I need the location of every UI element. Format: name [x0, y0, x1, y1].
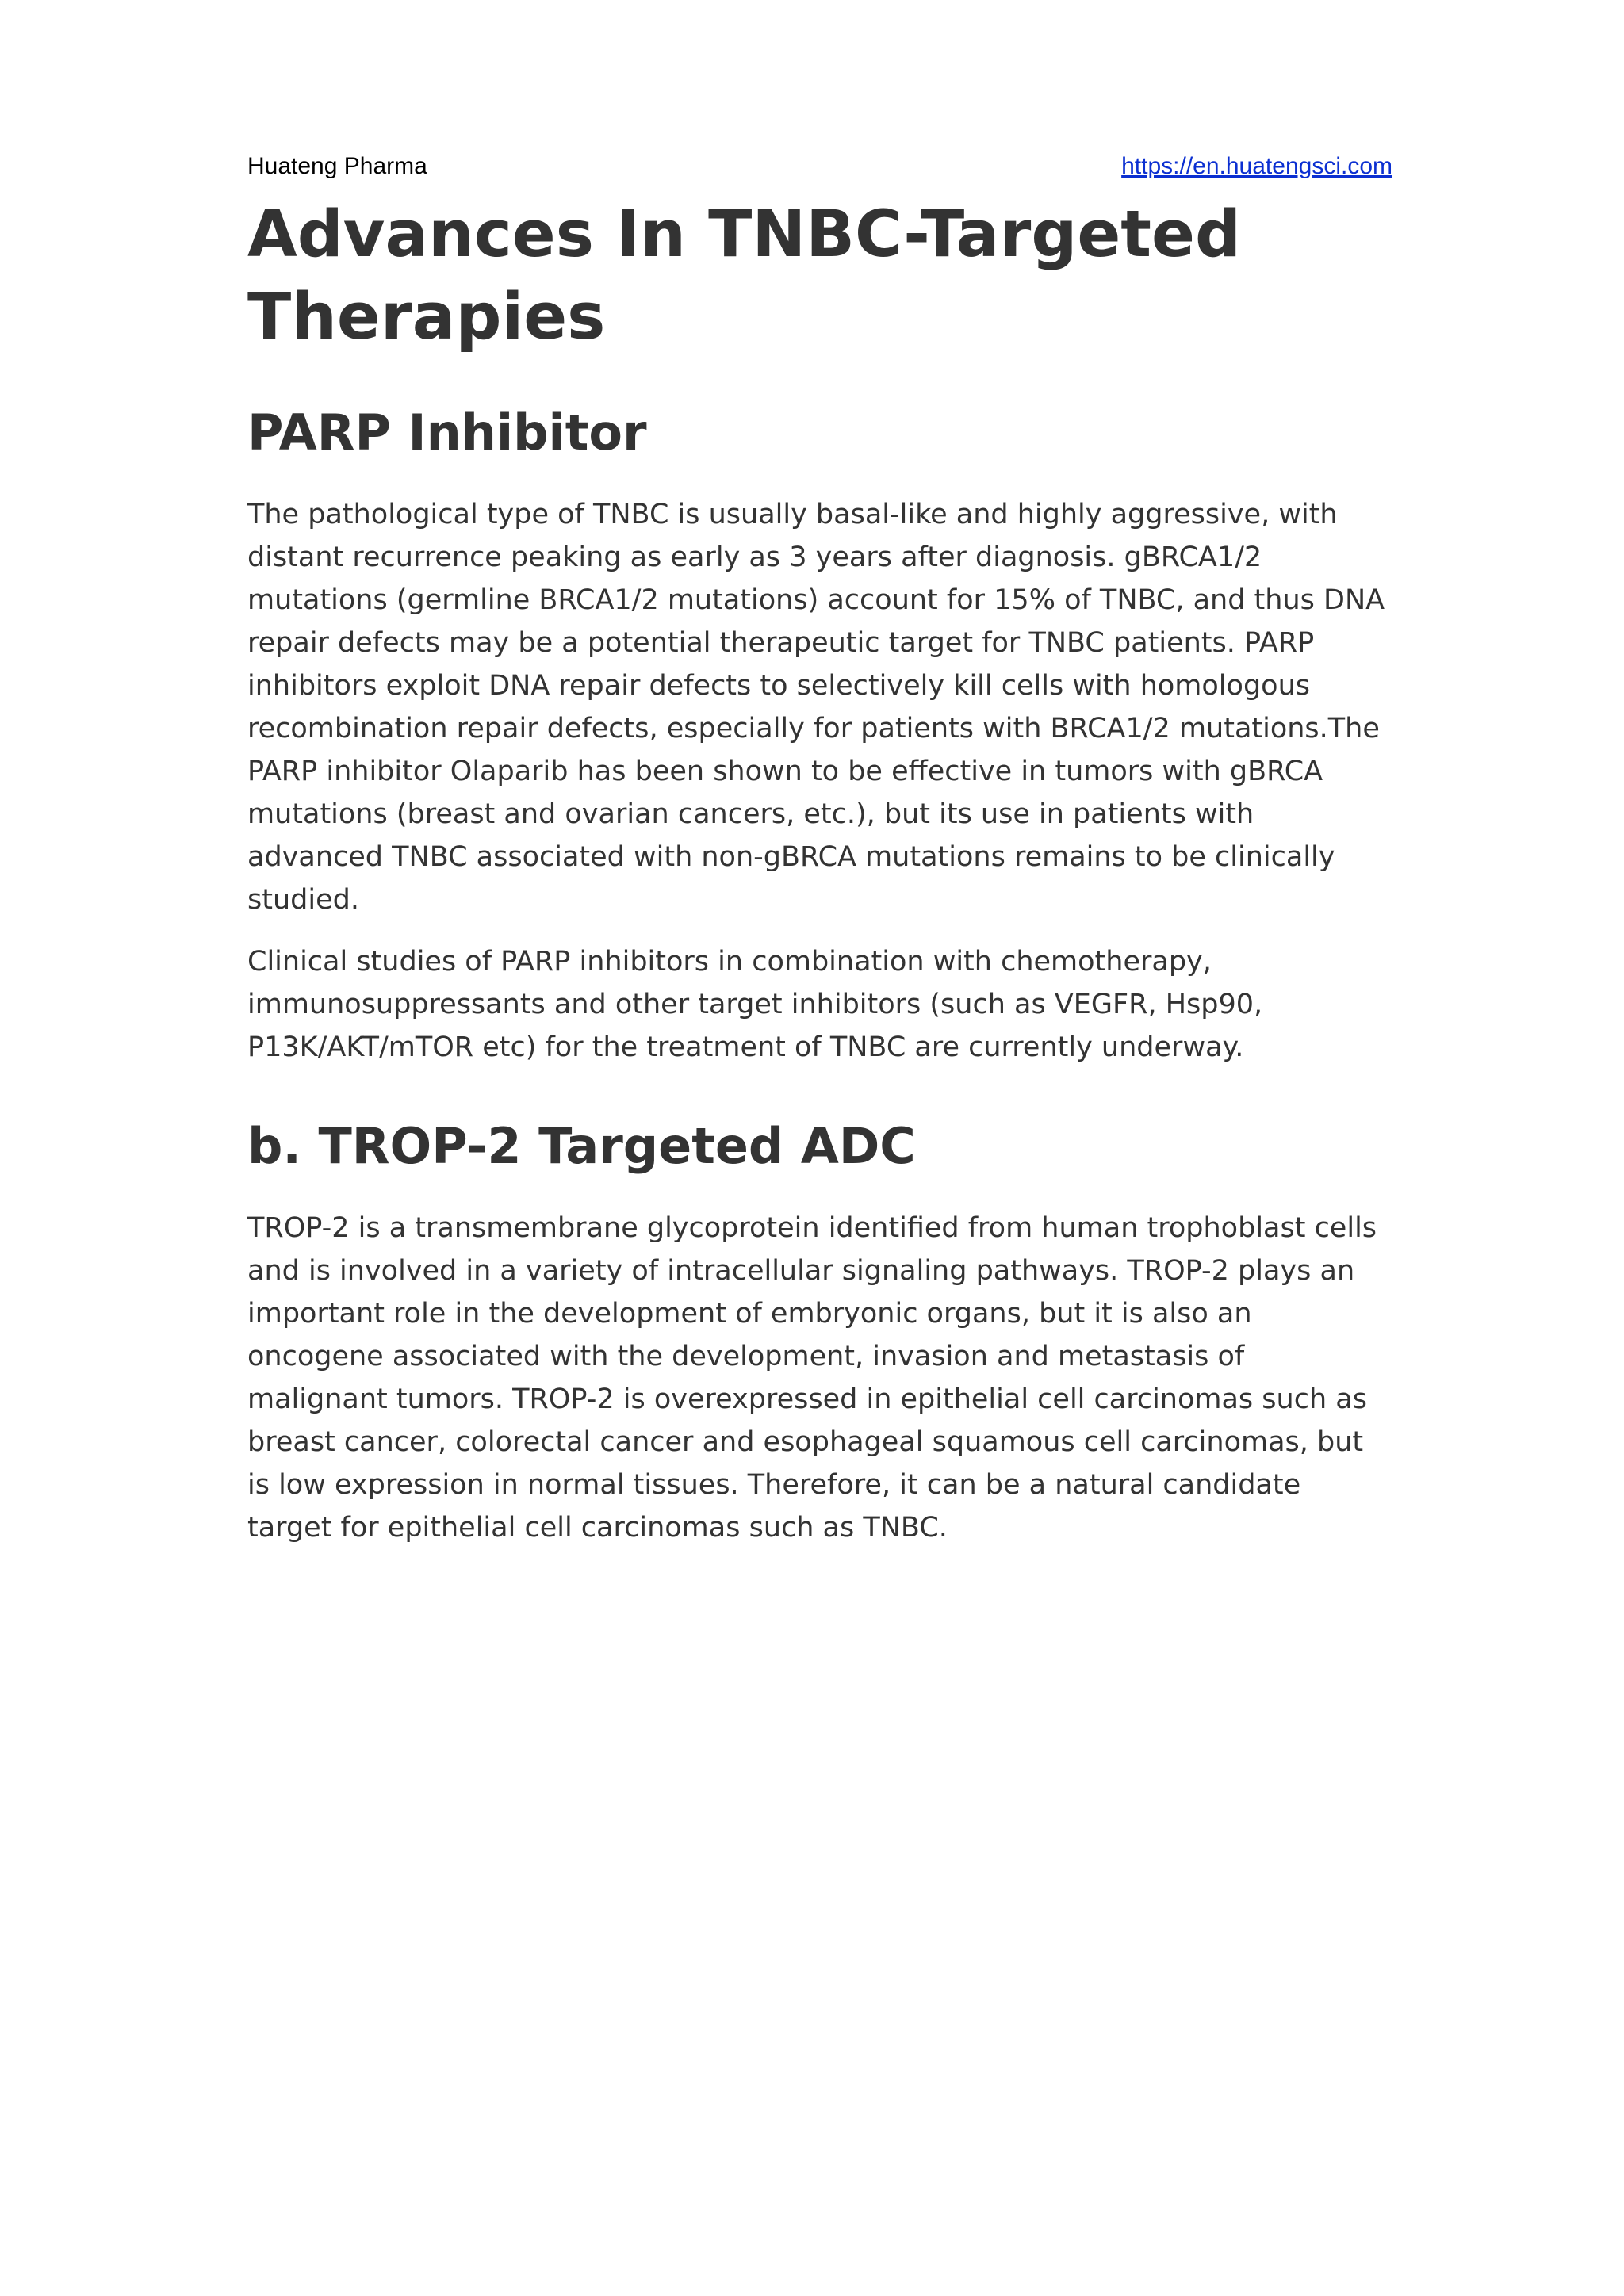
- paragraph-parp-1: The pathological type of TNBC is usually basal-like and highly aggressive, with distant recurrence peaking as early as 3 years after diagnosis. gBRCA1/2 mutations (germline BRCA1/2 mutations) account for 15% of TNBC, and thus DNA repair defects may be a potential therapeutic target for TNBC patients. PARP inhibitors exploit DNA repair defects to selectively kill cells with homologous recombination repair defects, especially for patients with BRCA1/2 mutations.The PARP inhibitor Olaparib has been shown to be effective in tumors with gBRCA mutations (breast and ovarian cancers, etc.), but its use in patients with advanced TNBC associated with non-gBRCA mutations remains to be clinically studied.: [247, 499, 1385, 916]
- paragraph-trop2-1: TROP-2 is a transmembrane glycoprotein identified from human trophoblast cells and is involved in a variety of intracellular signaling pathways. TROP-2 plays an important role in the development of embryonic organs, but it is also an oncogene associated with the development, invasion and metastasis of malignant tumors. TROP-2 is overexpressed in epithelial cell carcinomas such as breast cancer, colorectal cancer and esophageal squamous cell carcinomas, but is low expression in normal tissues. Therefore, it can be a natural candidate target for epithelial cell carcinomas such as TNBC.: [247, 1212, 1377, 1544]
- website-link[interactable]: https://en.huatengsci.com: [1121, 153, 1392, 179]
- document-title: Advances In TNBC-Targeted Therapies: [247, 197, 1241, 354]
- section-heading-parp: PARP Inhibitor: [247, 404, 647, 461]
- document-page: [247, 151, 1392, 1549]
- paragraph-parp-2: Clinical studies of PARP inhibitors in combination with chemotherapy, immunosuppressants and other target inhibitors (such as VEGFR, Hsp90, P13K/AKT/mTOR etc) for the treatment of TNBC are currently underway.: [247, 946, 1263, 1063]
- company-name: Huateng Pharma: [247, 153, 427, 179]
- section-heading-trop2: b. TROP-2 Targeted ADC: [247, 1117, 916, 1175]
- page-header: [247, 151, 1392, 182]
